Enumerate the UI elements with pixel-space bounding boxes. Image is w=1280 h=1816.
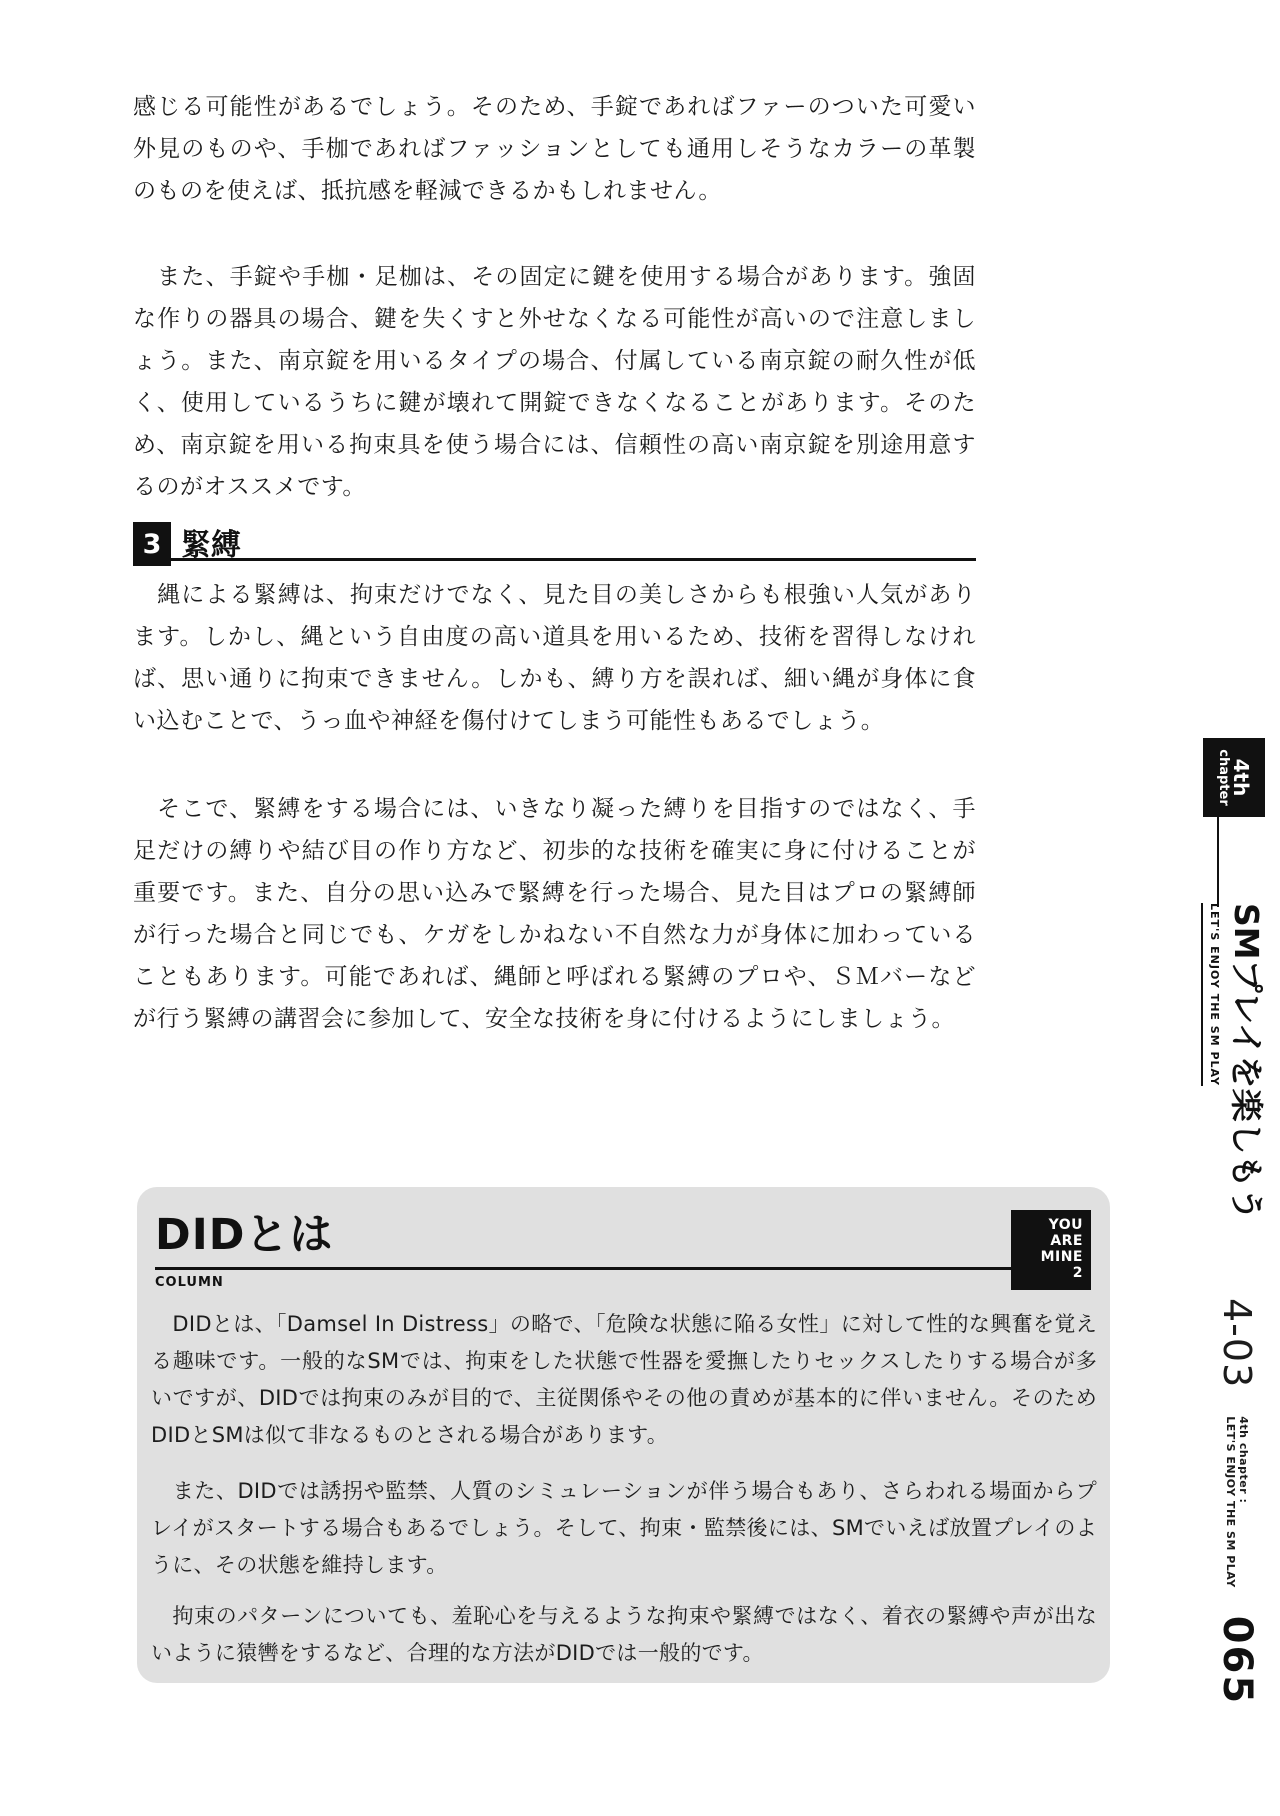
footer-caption-line1: 4th chapter : — [1237, 1416, 1250, 1504]
chapter-tab — [1203, 738, 1265, 817]
column-paragraph-2: また、DIDでは誘拐や監禁、人質のシミュレーションが伴う場合もあり、さらわれる場面からプレイがスタートする場合もあるでしょう。そして、拘束・監禁後には、SMでいえば放置プレイのように、その状態を維持します。 — [151, 1479, 1097, 1577]
badge-line: 2 — [1072, 1265, 1083, 1281]
column-paragraph-1: DIDとは、「Damsel In Distress」の略で、「危険な状態に陥る女性」に対して性的な興奮を覚える趣味です。一般的なSMでは、拘束をした状態で性器を愛撫したりセックスしたりする場合が多いですが、DIDでは拘束のみが目的で、主従関係やその他の責めが基本的に伴いません。そのためDIDとSMは似て非なるものとされる場合があります。 — [151, 1312, 1097, 1447]
footer-caption-line2: LET'S ENJOY THE SM PLAY — [1224, 1416, 1237, 1588]
section-code: 4-03 — [1215, 1298, 1259, 1389]
section-title: 緊縛 — [181, 528, 241, 563]
column-paragraph-3: 拘束のパターンについても、羞恥心を与えるような拘束や緊縛ではなく、着衣の緊縛や声が出ないように猿轡をするなど、合理的な方法がDIDでは一般的です。 — [151, 1604, 1097, 1665]
footer-chapter-caption — [1224, 1416, 1250, 1587]
section-heading-kinbaku — [133, 518, 976, 570]
chapter-title-english: LET'S ENJOY THE SM PLAY — [1201, 903, 1221, 1086]
badge-line: YOU — [1048, 1217, 1083, 1233]
section-number-badge: 3 — [133, 522, 171, 566]
sidebar-chapter-title — [1188, 903, 1266, 1221]
column-box-did — [137, 1187, 1110, 1683]
body-paragraph-2: また、手錠や手枷・足枷は、その固定に鍵を使用する場合があります。強固な作りの器具の場合、鍵を失くすと外せなくなる可能性が高いので注意しましょう。また、南京錠を用いるタイプの場合、付属している南京錠の耐久性が低く、使用しているうちに鍵が壊れて開錠できなくなることがあります。そのため、南京錠を用いる拘束具を使う場合には、信頼性の高い南京錠を別途用意するのがオススメです。 — [133, 264, 976, 500]
body-paragraph-4: そこで、緊縛をする場合には、いきなり凝った縛りを目指すのではなく、手足だけの縛りや結び目の作り方など、初歩的な技術を確実に身に付けることが重要です。また、自分の思い込みで緊縛を行った場合、見た目はプロの緊縛師が行った場合と同じでも、ケガをしかねない不自然な力が身体に加わっていることもあります。可能であれば、縄師と呼ばれる緊縛のプロや、ＳＭバーなどが行う緊縛の講習会に参加して、安全な技術を身に付けるようにしましょう。 — [133, 796, 976, 1032]
column-title-rule — [155, 1267, 1011, 1270]
sidebar-chapter-title-rotated — [1188, 903, 1266, 1221]
section-heading-rule — [133, 558, 976, 561]
chapter-title-japanese: SMプレイを楽しもう — [1227, 903, 1266, 1221]
you-are-mine-badge — [1011, 1210, 1091, 1290]
column-label: COLUMN — [155, 1275, 224, 1290]
badge-line: MINE — [1040, 1249, 1083, 1265]
column-title: DIDとは — [155, 1210, 334, 1260]
sidebar-footer-rotated — [1210, 1298, 1264, 1706]
sidebar-footer — [1210, 1298, 1264, 1706]
chapter-tab-connector-line — [1217, 815, 1219, 907]
chapter-tab-text — [1203, 738, 1265, 817]
body-paragraph-3: 縄による緊縛は、拘束だけでなく、見た目の美しさからも根強い人気があります。しかし、縄という自由度の高い道具を用いるため、技術を習得しなければ、思い通りに拘束できません。しかも、縛り方を誤れば、細い縄が身体に食い込むことで、うっ血や神経を傷付けてしまう可能性もあるでしょう。 — [133, 582, 976, 734]
chapter-tab-line2: chapter — [1216, 749, 1231, 806]
page-number: 065 — [1214, 1615, 1260, 1706]
chapter-tab-line1: 4th — [1229, 758, 1253, 797]
badge-line: ARE — [1050, 1233, 1083, 1249]
body-paragraph-1: 感じる可能性があるでしょう。そのため、手錠であればファーのついた可愛い外見のものや、手枷であればファッションとしても通用しそうなカラーの革製のものを使えば、抵抗感を軽減できるかもしれません。 — [133, 94, 976, 204]
